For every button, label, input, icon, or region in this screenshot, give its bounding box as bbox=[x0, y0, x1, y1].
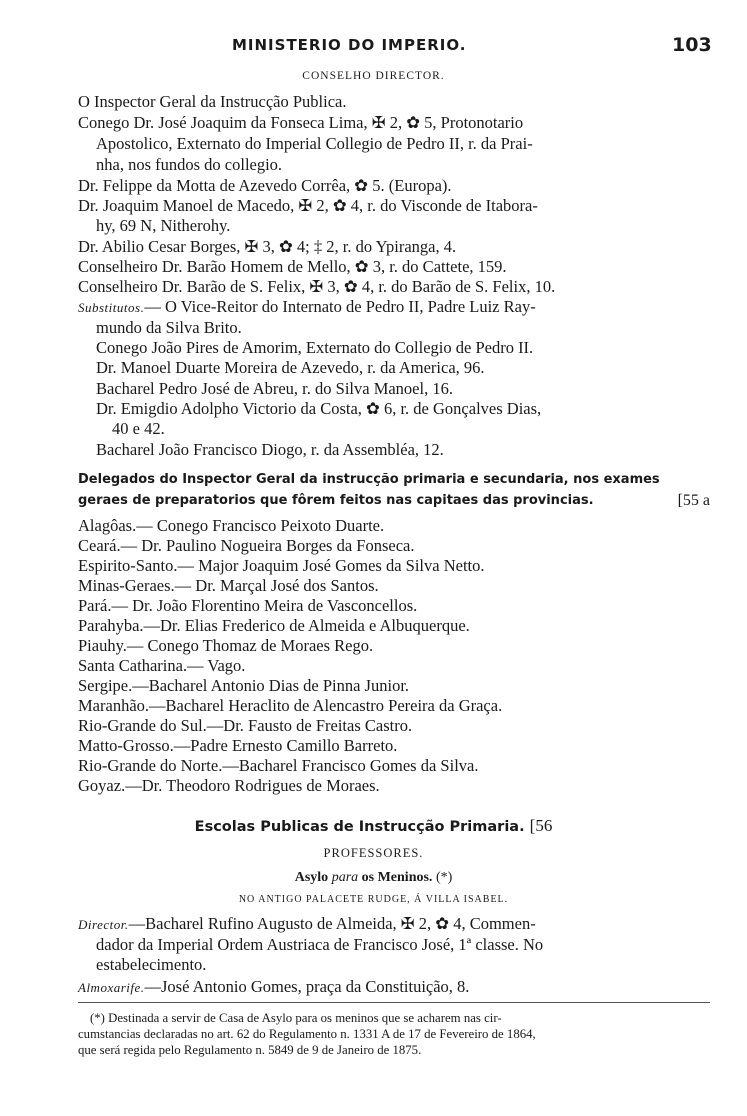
asylo-place: NO ANTIGO PALACETE RUDGE, Á VILLA ISABEL. bbox=[238, 894, 509, 905]
substitutos-first: — O Vice-Reitor do Internato de Pedro II, Padre Luiz Ray- bbox=[144, 297, 536, 316]
asylo-note-mark: (*) bbox=[435, 870, 453, 885]
director-line: dador da Imperial Ordem Austriaca de Francisco José, 1ª classe. No bbox=[96, 935, 544, 954]
conselho-line: O Inspector Geral da Instrucção Publica. bbox=[78, 92, 347, 111]
delegado-entry: Matto-Grosso.—Padre Ernesto Camillo Barreto. bbox=[78, 736, 398, 755]
escolas-title: Escolas Publicas de Instrucção Primaria. bbox=[194, 819, 525, 835]
delegados-heading-line1: Delegados do Inspector Geral da instrucção primaria e secundaria, nos exames bbox=[78, 472, 660, 487]
footnote-divider bbox=[78, 1002, 710, 1003]
conselho-line: Dr. Joaquim Manoel de Macedo, ✠ 2, ✿ 4, r. do Visconde de Itabora- bbox=[78, 196, 538, 215]
director-line: estabelecimento. bbox=[96, 955, 207, 974]
substitutos-line: Dr. Manoel Duarte Moreira de Azevedo, r. da America, 96. bbox=[96, 358, 485, 377]
page-number: 103 bbox=[672, 34, 712, 56]
conselho-line: Conego Dr. José Joaquim da Fonseca Lima, ✠ 2, ✿ 5, Protonotario bbox=[78, 113, 524, 132]
delegado-entry: Pará.— Dr. João Florentino Meira de Vasconcellos. bbox=[78, 596, 418, 615]
delegado-entry: Rio-Grande do Norte.—Bacharel Francisco Gomes da Silva. bbox=[78, 756, 479, 775]
conselho-line: nha, nos fundos do collegio. bbox=[96, 155, 283, 174]
professores-heading: PROFESSORES. bbox=[323, 846, 424, 860]
delegado-entry: Goyaz.—Dr. Theodoro Rodrigues de Moraes. bbox=[78, 776, 380, 795]
delegado-entry: Parahyba.—Dr. Elias Frederico de Almeida e Albuquerque. bbox=[78, 616, 470, 635]
asylo-meninos: os Meninos. bbox=[361, 870, 433, 885]
delegado-entry: Ceará.— Dr. Paulino Nogueira Borges da Fonseca. bbox=[78, 536, 415, 555]
footnote-line: (*) Destinada a servir de Casa de Asylo para os meninos que se acharem nas cir- bbox=[90, 1011, 502, 1025]
conselho-line: Dr. Felippe da Motta de Azevedo Corrêa, ✿ 5. (Europa). bbox=[78, 176, 452, 195]
almoxarife-line bbox=[78, 977, 469, 998]
delegado-entry: Alagôas.— Conego Francisco Peixoto Duarte. bbox=[78, 516, 385, 535]
running-header bbox=[0, 36, 747, 60]
asylo-heading bbox=[0, 870, 747, 886]
asylo-para: para bbox=[331, 870, 359, 885]
delegado-entry: Minas-Geraes.— Dr. Marçal José dos Santos. bbox=[78, 576, 379, 595]
conselho-line: Conselheiro Dr. Barão Homem de Mello, ✿ 3, r. do Cattete, 159. bbox=[78, 257, 507, 276]
conselho-line: Dr. Abilio Cesar Borges, ✠ 3, ✿ 4; ‡ 2, r. do Ypiranga, 4. bbox=[78, 237, 457, 256]
director-text: —Bacharel Rufino Augusto de Almeida, ✠ 2, ✿ 4, Commen- bbox=[128, 914, 536, 933]
footnote-line: cumstancias declaradas no art. 62 do Regulamento n. 1331 A de 17 de Fevereiro de 1864, bbox=[78, 1027, 536, 1041]
substitutos-line: mundo da Silva Brito. bbox=[96, 318, 242, 337]
substitutos-line: 40 e 42. bbox=[112, 419, 165, 438]
delegado-entry: Espirito-Santo.— Major Joaquim José Gomes da Silva Netto. bbox=[78, 556, 485, 575]
asylo-word: Asylo bbox=[294, 870, 329, 885]
delegados-ref: [55 a bbox=[677, 492, 710, 509]
director-label: Director. bbox=[78, 917, 129, 932]
escolas-ref: [56 bbox=[529, 816, 553, 835]
conselho-line: Apostolico, Externato do Imperial Collegio de Pedro II, r. da Prai- bbox=[96, 134, 533, 153]
almoxarife-text: —José Antonio Gomes, praça da Constituição, 8. bbox=[144, 977, 470, 996]
delegado-entry: Piauhy.— Conego Thomaz de Moraes Rego. bbox=[78, 636, 374, 655]
footnote-line: que será regida pelo Regulamento n. 5849 de 9 de Janeiro de 1875. bbox=[78, 1043, 422, 1057]
substitutos-line bbox=[78, 297, 536, 318]
delegados-heading-line2 bbox=[78, 491, 710, 511]
substitutos-line: Conego João Pires de Amorim, Externato do Collegio de Pedro II. bbox=[96, 338, 534, 357]
substitutos-line: Bacharel João Francisco Diogo, r. da Assembléa, 12. bbox=[96, 440, 444, 459]
delegado-entry: Maranhão.—Bacharel Heraclito de Alencastro Pereira da Graça. bbox=[78, 696, 503, 715]
running-title: MINISTERIO DO IMPERIO. bbox=[232, 36, 467, 54]
conselho-line: hy, 69 N, Nitherohy. bbox=[96, 216, 231, 235]
delegado-entry: Rio-Grande do Sul.—Dr. Fausto de Freitas Castro. bbox=[78, 716, 413, 735]
almoxarife-label: Almoxarife. bbox=[78, 980, 145, 995]
director-line bbox=[78, 914, 536, 935]
escolas-title-line bbox=[0, 816, 747, 836]
substitutos-label: Substitutos. bbox=[78, 300, 145, 315]
substitutos-line: Bacharel Pedro José de Abreu, r. do Silva Manoel, 16. bbox=[96, 379, 453, 398]
delegado-entry: Sergipe.—Bacharel Antonio Dias de Pinna Junior. bbox=[78, 676, 410, 695]
substitutos-line: Dr. Emigdio Adolpho Victorio da Costa, ✿ 6, r. de Gonçalves Dias, bbox=[96, 399, 542, 418]
delegados-heading-text: geraes de preparatorios que fôrem feitos nas capitaes das provincias. bbox=[78, 493, 594, 508]
delegado-entry: Santa Catharina.— Vago. bbox=[78, 656, 246, 675]
section-subtitle: CONSELHO DIRECTOR. bbox=[302, 70, 445, 82]
conselho-line: Conselheiro Dr. Barão de S. Felix, ✠ 3, ✿ 4, r. do Barão de S. Felix, 10. bbox=[78, 277, 556, 296]
